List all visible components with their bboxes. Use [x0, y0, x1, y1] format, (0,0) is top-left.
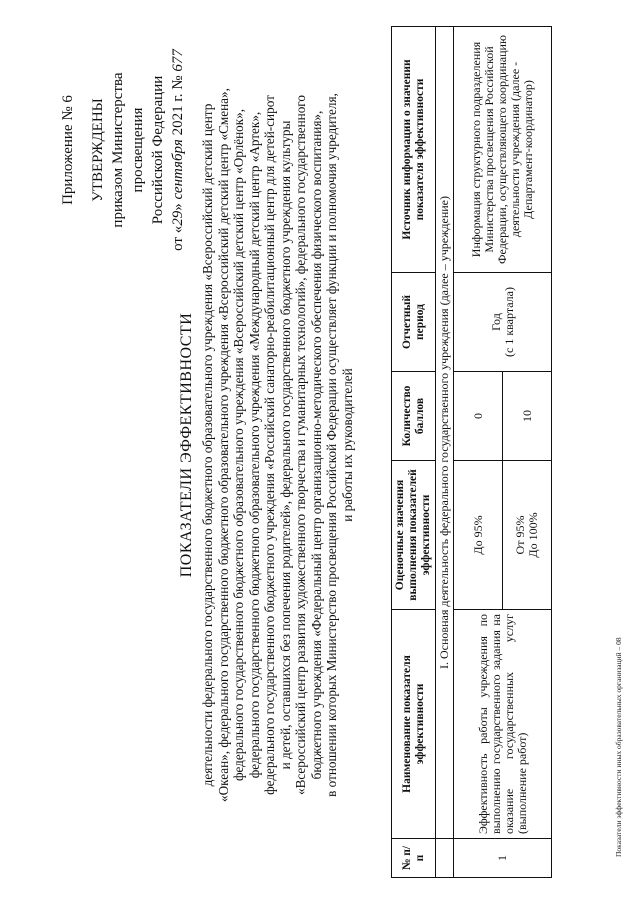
table-row	[454, 27, 503, 878]
appendix-label: Приложение № 6	[60, 95, 76, 205]
approval-block	[88, 35, 188, 265]
subtitle-line: федерального государственного бюджетного образовательного учреждения «Всероссийский детский центр «Орлёнок»,	[231, 108, 246, 782]
subtitle-line: федерального государственного бюджетного образовательного учреждения «Международный детский центр «Артек»,	[246, 111, 262, 779]
subtitle-line: «Всероссийский центр развития художественного творчества и гуманитарных технологий», федерального государственного	[293, 95, 308, 795]
section-num-cell	[436, 839, 454, 878]
subtitle-line: «Океан», федерального государственного бюджетного образовательного учреждения «Всероссийский детский центр «Смена»,	[215, 88, 231, 802]
date-prefix: от «	[170, 225, 186, 251]
header-period: Отчетный период	[392, 273, 436, 372]
section-row	[436, 27, 454, 878]
order-line-1: приказом Министерства просвещения	[110, 72, 146, 228]
row-points-2: 10	[503, 372, 552, 461]
row-period	[454, 273, 552, 372]
subtitle-line: и работы их руководителей	[339, 368, 355, 522]
row-eval-1: До 95%	[454, 461, 503, 610]
header-points: Количество баллов	[392, 372, 436, 461]
section-heading: I. Основная деятельность федерального государственного учреждения (далее – учреждение)	[436, 27, 454, 839]
subtitle-line: и детей, оставшихся без попечения родителей», федерального государственного бюджетного учреждения культуры	[277, 120, 293, 770]
approved-heading: УТВЕРЖДЕНЫ	[90, 98, 106, 202]
row-source: Информация структурного подразделения Министерства просвещения Российской Федерации, осуществляющего координацию деятельности учреждения (далее - Департамент-координатор)	[454, 27, 552, 273]
table-header-row	[392, 27, 436, 878]
subtitle-line: федерального государственного бюджетного учреждения «Российский санаторно-реабилитационный центр для детей-сирот	[262, 95, 277, 795]
subtitle-line: деятельности федерального государственного бюджетного образовательного учреждения «Всероссийский детский центр	[200, 103, 215, 787]
eval2-line-1: От 95%	[513, 515, 527, 555]
order-line-2: Российской Федерации	[150, 75, 166, 225]
row-points-1: 0	[454, 372, 503, 461]
subtitle-line: бюджетного учреждения «Федеральный центр организационно-методического обеспечения физического воспитания»,	[308, 110, 324, 780]
page-footer: Показатели эффективности иных образовательных организаций – 08	[614, 637, 623, 857]
document-title: ПОКАЗАТЕЛИ ЭФФЕКТИВНОСТИ	[178, 312, 195, 578]
row-num: 1	[454, 839, 552, 878]
document-subtitle	[200, 25, 355, 865]
date-mid: »	[170, 203, 186, 211]
period-line-1: Год	[488, 313, 503, 331]
period-line-2: (с 1 квартала)	[501, 287, 516, 357]
date-month: сентября	[170, 139, 186, 200]
row-eval-2	[503, 461, 552, 610]
subtitle-line: в отношении которых Министерство просвещения Российской Федерации осуществляет функции и полномочия учредителя,	[324, 93, 339, 797]
order-number: 677	[170, 49, 186, 72]
kpi-table	[391, 26, 552, 878]
date-day: 29	[170, 210, 186, 226]
date-year: 2021 г. №	[170, 75, 186, 136]
header-eval: Оценочные значения выполнения показателей эффективности	[392, 461, 436, 610]
header-source: Источник информации о значении показателя эффективности	[392, 27, 436, 273]
row-indicator-name: Эффективность работы учреждения по выполнению государственного задания на оказание государственных услуг (выполнение работ)	[454, 610, 552, 839]
eval2-line-2: До 100%	[526, 512, 540, 558]
header-name: Наименование показателя эффективности	[392, 610, 436, 839]
header-num: № п/п	[392, 839, 436, 878]
